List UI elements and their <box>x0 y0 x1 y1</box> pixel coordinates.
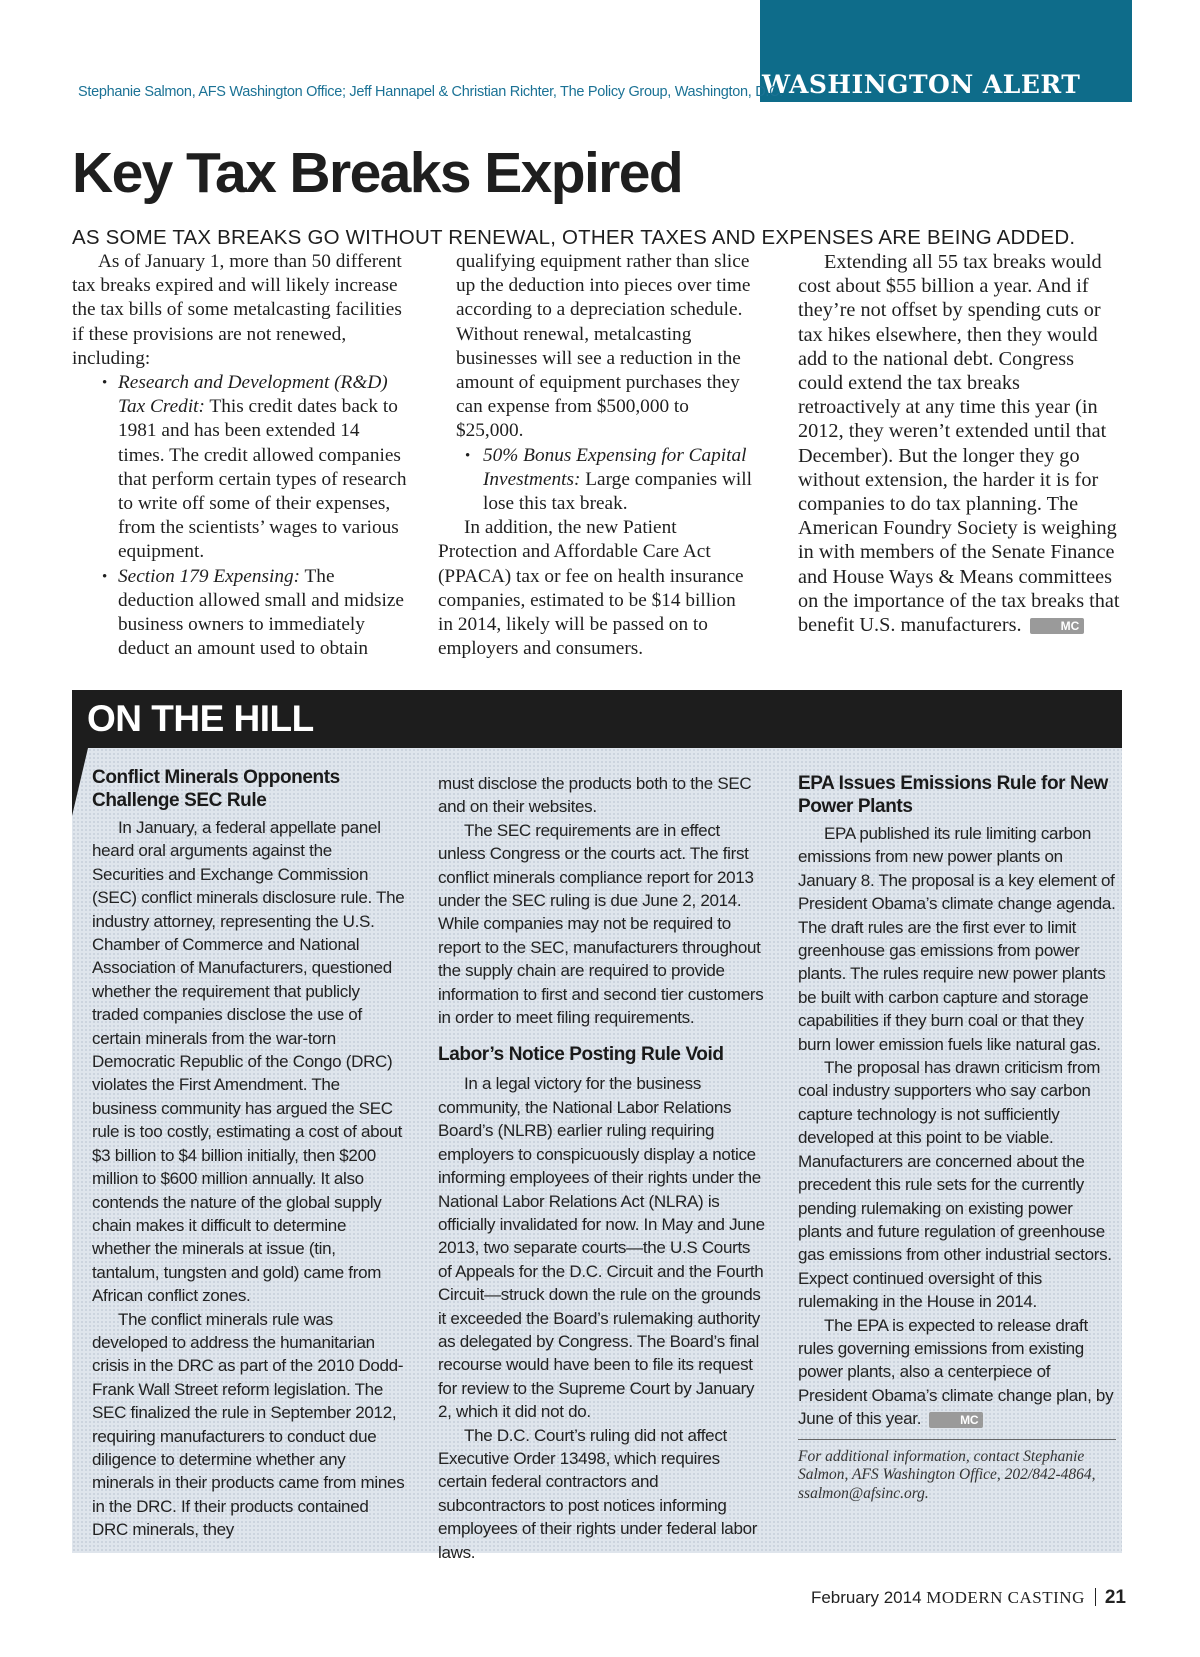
bullet-title: Research and Development (R&D) Tax Credit: <box>118 372 388 418</box>
tax-break-list <box>72 371 408 661</box>
end-mark-logo: MC <box>1030 618 1085 634</box>
contact-note: For additional information, contact Stephanie Salmon, AFS Washington Office, 202/842-4864, ssalmon@afsinc.org. <box>798 1439 1116 1504</box>
bullet-text: This credit dates back to 1981 and has been extended 14 times. The credit allowed companies that perform certain types of research to write off some of their expenses, from the scientists’ wages to various equipment. <box>118 396 407 563</box>
story-paragraph: The D.C. Court’s ruling did not affect Executive Order 13498, which requires certain federal contractors and subcontractors to post notices informing employees of their rights under federal labor laws. <box>438 1425 758 1562</box>
list-item <box>72 565 408 662</box>
story-heading: Labor’s Notice Posting Rule Void <box>438 1044 724 1066</box>
article-column-1 <box>72 250 408 661</box>
tax-break-list-continued <box>438 444 754 517</box>
issue-date: February 2014 <box>810 1588 922 1607</box>
story-paragraph: EPA published its rule limiting carbon emissions from new power plants on January 8. The proposal is a key element of President Obama’s climate change agenda. The draft rules are the first ever to limit greenhouse gas emissions from power plants. The rules require new power plants be built with carbon capture and storage capabilities if they burn coal or that they burn lower emission fuels like natural gas. <box>798 824 1116 1054</box>
story-heading: Conflict Minerals Opponents Challenge SEC Rule <box>92 767 340 811</box>
banner-corner-wedge <box>72 748 88 816</box>
section-label: WASHINGTON ALERT <box>762 70 1081 99</box>
bullet-text-continued: qualifying equipment rather than slice up the deduction into pieces over time according to a depreciation schedule. Without renewal, metalcasting businesses will see a reduction in the amount of equipment purchases they can expense from $500,000 to $25,000. <box>456 251 751 442</box>
story-paragraph-text: The EPA is expected to release draft rules governing emissions from existing power plants, also a centerpiece of President Obama’s climate change plan, by June of this year. <box>798 1315 1114 1429</box>
bullet-title: Section 179 Expensing: <box>118 565 301 587</box>
story-paragraph <box>798 1314 1116 1431</box>
story-paragraph: In a legal victory for the business community, the National Labor Relations Board’s (NLRB) earlier ruling requiring employers to conspicuously display a notice informing employees of their rights under the National Labor Relations Act (NLRA) is officially invalidated for now. In May and June 2013, two separate courts—the U.S Courts of Appeals for the D.C. Circuit and the Fourth Circuit—struck down the rule on the grounds it exceeded the Board’s rulemaking authority as delegated by Congress. The Board’s final recourse would have been to file its request for review to the Supreme Court by January 2, which it did not do. <box>438 1074 765 1422</box>
bullet-text: The deduction allowed small and midsize business owners to immediately deduct an amount used to obtain <box>118 565 404 660</box>
story-paragraph: In January, a federal appellate panel heard oral arguments against the Securities and Exchange Commission (SEC) conflict minerals disclosure rule. The industry attorney, representing the U.S. Chamber of Commerce and National Association of Manufacturers, questioned whether the requirement that publicly traded companies disclose the use of certain minerals from the war-torn Democratic Republic of the Congo (DRC) violates the First Amendment. The business community has argued the SEC rule is too costly, estimating a cost of about $3 billion to $4 billion initially, then $200 million to $600 million annually. It also contends the nature of the global supply chain makes it difficult to determine whether the minerals at issue (tin, tantalum, tungsten and gold) came from African conflict zones. <box>92 818 405 1306</box>
page-number: 21 <box>1104 1587 1126 1608</box>
article-paragraph: In addition, the new Patient Protection and Affordable Care Act (PPACA) tax or fee on health insurance companies, estimated to be $14 billion in 2014, likely will be passed on to employers and consumers. <box>438 517 744 660</box>
list-item <box>72 371 408 565</box>
story-paragraph: The conflict minerals rule was developed to address the humanitarian crisis in the DRC as part of the 2010 Dodd-Frank Wall Street reform legislation. The SEC finalized the rule in September 2012, requiring manufacturers to conduct due diligence to determine whether any minerals in their products came from mines in the DRC. If their products contained DRC minerals, they <box>92 1309 405 1540</box>
hill-column-3 <box>798 772 1116 1503</box>
hill-column-1 <box>92 766 406 1542</box>
hill-column-2b <box>438 772 766 1564</box>
story-paragraph: The proposal has drawn criticism from coal industry supporters who say carbon capture technology is not sufficiently developed at this point to be viable. Manufacturers are concerned about the precedent this rule sets for the currently pending rulemaking on existing power plants and future regulation of greenhouse gas emissions from other industrial sectors. Expect continued oversight of this rulemaking in the House in 2014. <box>798 1058 1112 1312</box>
bullet-title: 50% Bonus Expensing for Capital Investments: <box>483 444 747 490</box>
magazine-name: MODERN CASTING <box>926 1588 1085 1607</box>
story-paragraph: The SEC requirements are in effect unless Congress or the courts act. The first conflict minerals compliance report for 2013 under the SEC ruling is due June 2, 2014. While companies may not be required to report to the SEC, manufacturers throughout the supply chain are required to provide information to first and second tier customers in order to meet filing requirements. <box>438 820 764 1028</box>
article-paragraph-text: Extending all 55 tax breaks would cost about $55 billion a year. And if they’re not offset by spending cuts or tax hikes elsewhere, then they would add to the national debt. Congress could extend the tax breaks retroactively at any time this year (in 2012, they weren’t extended until that December). But the longer they go without extension, the harder it is for companies to do tax planning. The American Foundry Society is weighing in with members of the Senate Finance and House Ways & Means committees on the importance of the tax breaks that benefit U.S. manufacturers. <box>798 251 1120 637</box>
article-intro: As of January 1, more than 50 different tax breaks expired and will likely increase the tax bills of some metalcasting facilities if these provisions are not renewed, including: <box>72 251 402 369</box>
bullet-text: Large companies will lose this tax break. <box>483 468 752 515</box>
end-mark-logo: MC <box>929 1412 983 1428</box>
story-paragraph-continued: must disclose the products both to the SEC and on their websites. <box>438 774 752 817</box>
deck: AS SOME TAX BREAKS GO WITHOUT RENEWAL, OTHER TAXES AND EXPENSES ARE BEING ADDED. <box>72 226 1076 249</box>
article-column-2 <box>438 250 754 661</box>
list-item <box>438 444 754 517</box>
byline: Stephanie Salmon, AFS Washington Office; Jeff Hannapel & Christian Richter, The Policy Group, Washington, D.C. <box>78 84 783 100</box>
article-column-3 <box>798 250 1124 637</box>
article-paragraph <box>798 250 1124 637</box>
story-heading: EPA Issues Emissions Rule for New Power Plants <box>798 773 1108 817</box>
headline: Key Tax Breaks Expired <box>72 141 683 205</box>
page-footer <box>811 1587 1126 1609</box>
footer-divider <box>1095 1588 1096 1606</box>
on-the-hill-title: ON THE HILL <box>87 698 314 739</box>
